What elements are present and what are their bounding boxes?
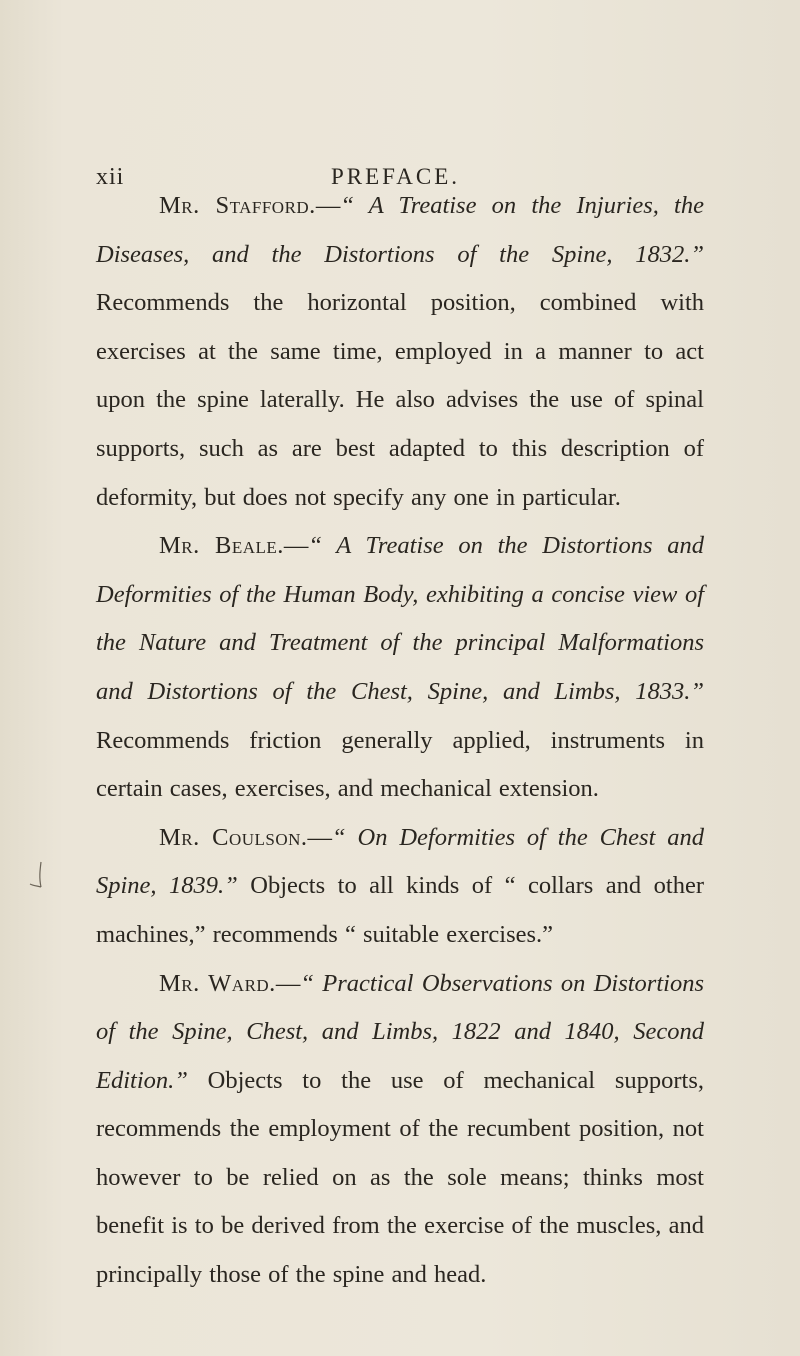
entry-ward	[96, 960, 704, 1300]
entry-dash: —	[315, 192, 341, 219]
entry-text: Objects to the use of mechanical supports, recommends the employment of the recumbent position, not however to be relied on as the sole means; thinks most benefit is to be derived from the exercise of the muscles, and principally those of the spine and head.	[96, 1066, 704, 1289]
entry-title: “ On Deformities of the Chest and Spine, 1839.”	[96, 823, 704, 900]
entry-dash: —	[283, 532, 309, 560]
entry-text: Recommends the horizontal position, combined with exercises at the same time, employed in a manner to act upon the spine laterally. He also advises the use of spinal supports, such as are best adapted to this description of deformity, but does not specify any one in particular.	[96, 289, 704, 511]
entry-coulson	[96, 814, 704, 960]
running-head: PREFACE.	[331, 164, 461, 189]
page-number: xii	[96, 164, 125, 190]
entry-title: “ A Treatise on the Distortions and Deformities of the Human Body, exhibiting a concise view of the Nature and Treatment of the principal Malformations and Distortions of the Chest, Spine, and Limbs, 1833.”	[96, 532, 704, 705]
entry-title: “ Practical Observations on Distortions of the Spine, Chest, and Limbs, 1822 and 1840, Second Edition.”	[96, 969, 704, 1094]
entry-author: Mr. Beale.	[159, 532, 284, 560]
entry-title: “ A Treatise on the Injuries, the Diseases, and the Distortions of the Spine, 1832.”	[96, 192, 704, 268]
entry-text: Objects to all kinds of “ collars and other machines,” recommends “ suitable exercises.”	[96, 872, 705, 948]
entry-stafford	[96, 182, 704, 522]
entry-author: Mr. Stafford.	[159, 192, 316, 219]
entry-author: Mr. Coulson.	[159, 823, 308, 851]
body-text	[96, 182, 704, 1300]
entry-dash: —	[307, 823, 333, 851]
entry-author: Mr. Ward.	[159, 969, 276, 997]
entry-beale	[96, 522, 704, 814]
entry-dash: —	[275, 969, 301, 997]
margin-pencil-mark	[28, 860, 44, 890]
entry-text: Recommends friction generally applied, instruments in certain cases, exercises, and mechanical extension.	[96, 726, 704, 803]
